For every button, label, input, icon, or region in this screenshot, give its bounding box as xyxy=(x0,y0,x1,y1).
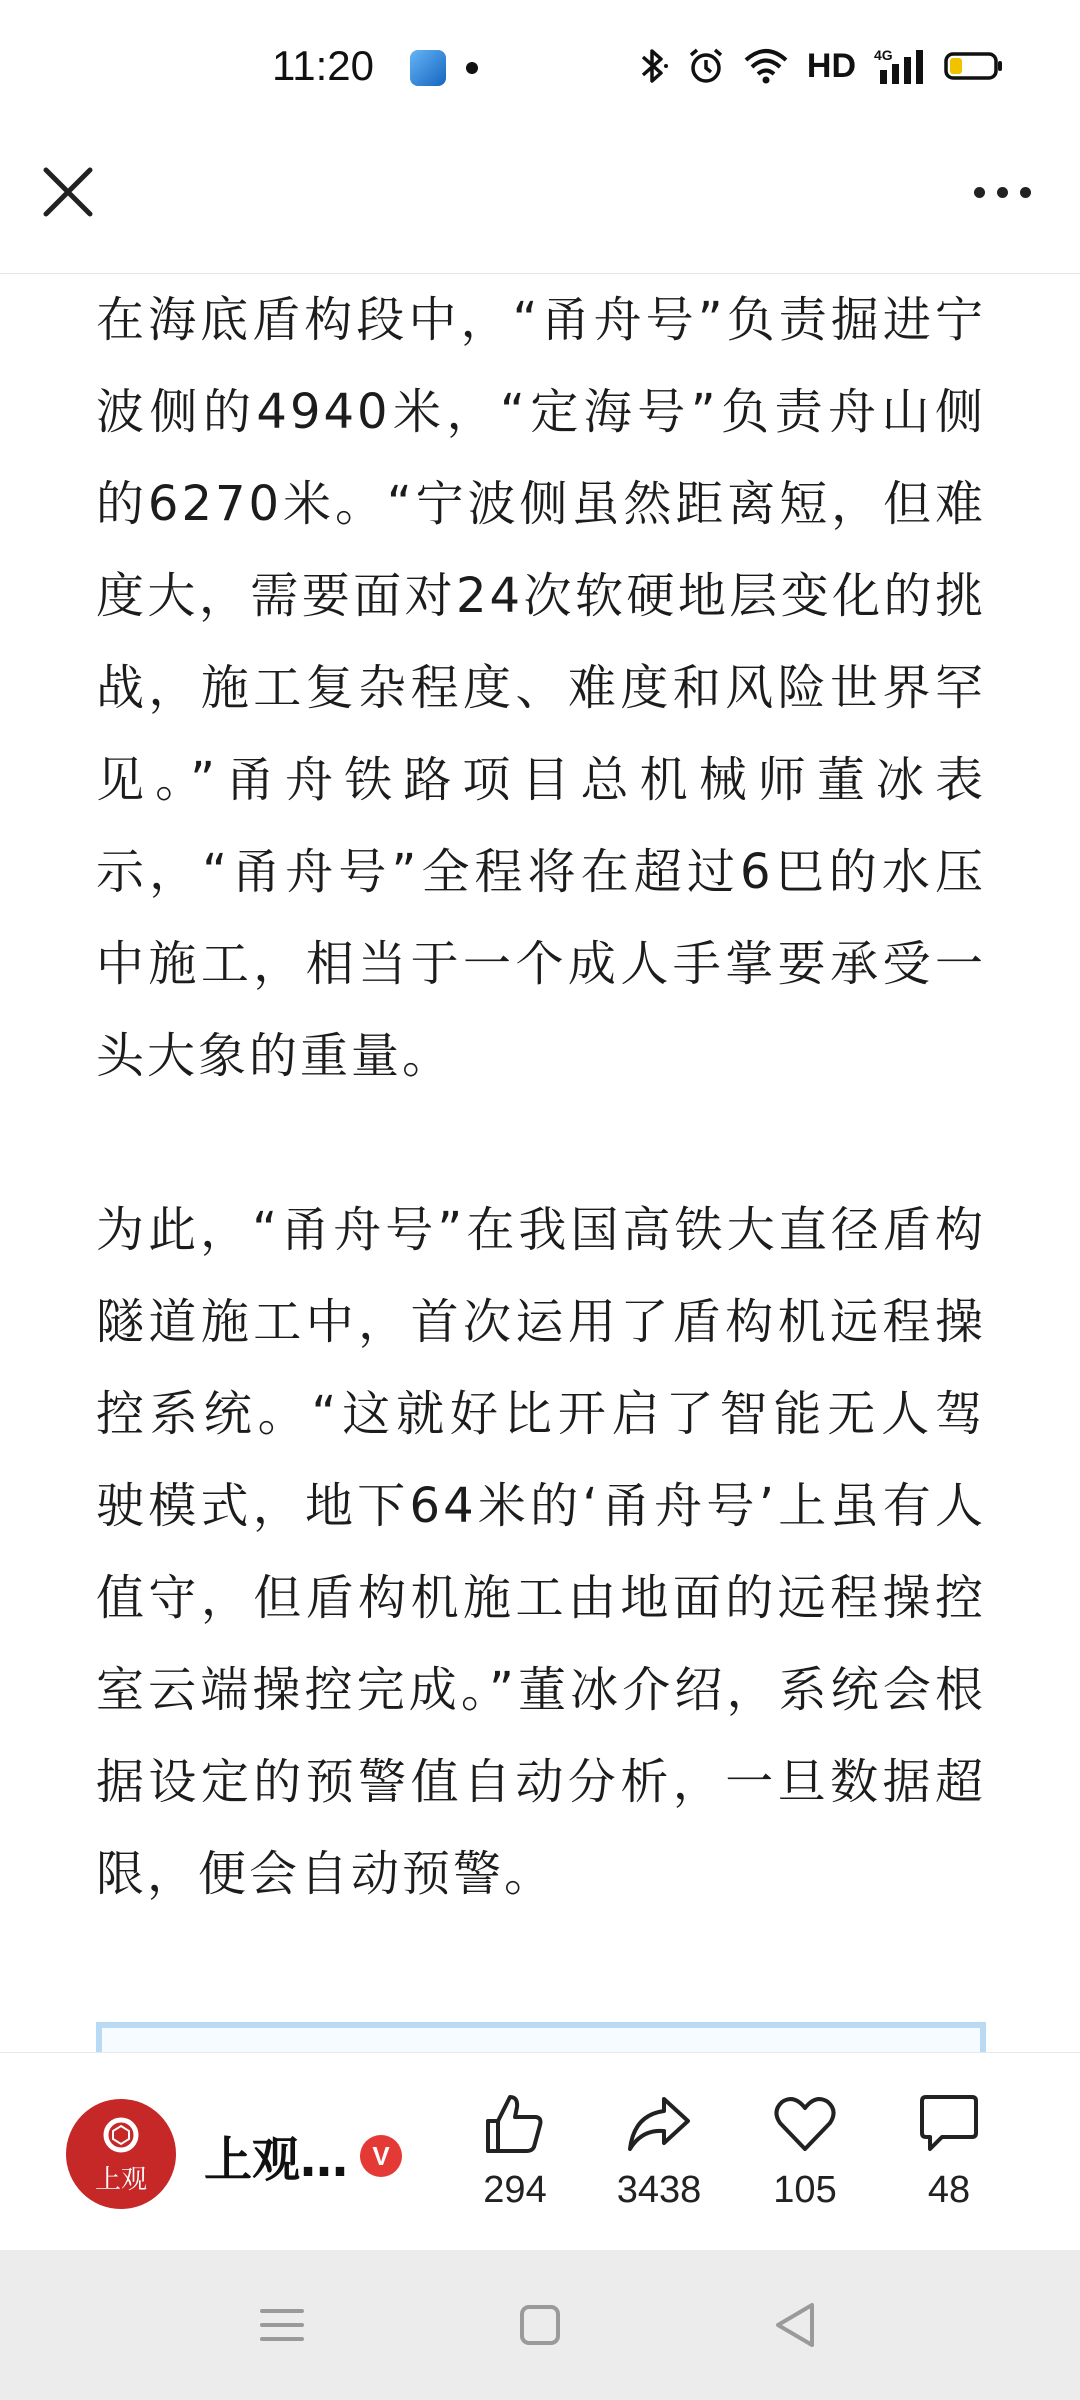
cellular-signal-icon xyxy=(874,46,926,86)
publisher-avatar-text: 上观 xyxy=(94,2165,147,2195)
notification-dot-icon xyxy=(466,62,478,74)
article-paragraph: 在海底盾构段中，“甬舟号”负责掘进宁波侧的4940米，“定海号”负责舟山侧的6270米。“宁波侧虽然距离短，但难度大，需要面对24次软硬地层变化的挑战，施工复杂程度、难度和风险世界罕见。”甬舟铁路项目总机械师董冰表示，“甬舟号”全程将在超过6巴的水压中施工，相当于一个成人手掌要承受一头大象的重量。 xyxy=(96,292,986,1084)
article-body[interactable] xyxy=(0,274,1080,2052)
status-icons xyxy=(639,44,1004,88)
share-icon xyxy=(626,2091,692,2157)
publisher-avatar[interactable] xyxy=(66,2099,176,2209)
system-navigation-bar xyxy=(0,2250,1080,2400)
share-count: 3438 xyxy=(616,2169,702,2211)
favorite-count: 105 xyxy=(773,2169,837,2211)
more-dot xyxy=(997,187,1008,198)
close-button[interactable] xyxy=(36,160,100,224)
notification-app-icon xyxy=(410,50,446,86)
bluetooth-icon xyxy=(639,46,669,86)
comment-count: 48 xyxy=(927,2169,971,2211)
favorite-button[interactable] xyxy=(740,2091,870,2231)
close-icon xyxy=(36,160,100,224)
menu-icon xyxy=(252,2295,312,2355)
heart-icon xyxy=(772,2091,838,2157)
article-paragraph: 为此，“甬舟号”在我国高铁大直径盾构隧道施工中，首次运用了盾构机远程操控系统。“这就好比开启了智能无人驾驶模式，地下64米的‘甬舟号’上虽有人值守，但盾构机施工由地面的远程操控室云端操控完成。”董冰介绍，系统会根据设定的预警值自动分析，一旦数据超限，便会自动预警。 xyxy=(96,1202,986,1902)
top-nav-bar xyxy=(0,132,1080,274)
verified-badge: V xyxy=(360,2135,402,2177)
like-button[interactable] xyxy=(450,2091,580,2231)
home-square-icon xyxy=(510,2295,570,2355)
network-hd-label: HD xyxy=(806,46,856,85)
network-gen-label: 4G xyxy=(874,47,893,63)
more-dot xyxy=(974,187,985,198)
thumbs-up-icon xyxy=(482,2091,548,2157)
publisher-name[interactable]: 上观… xyxy=(204,2132,349,2188)
quote-block xyxy=(96,2022,986,2052)
status-bar xyxy=(0,0,1080,132)
recent-apps-button[interactable] xyxy=(252,2295,312,2355)
alarm-icon xyxy=(687,46,725,86)
more-options-button[interactable] xyxy=(960,160,1044,224)
article-action-bar xyxy=(0,2052,1080,2250)
back-button[interactable] xyxy=(766,2295,826,2355)
status-time: 11:20 xyxy=(272,42,374,89)
more-dot xyxy=(1020,187,1031,198)
comment-button[interactable] xyxy=(884,2091,1014,2231)
wifi-icon xyxy=(743,46,789,86)
comment-icon xyxy=(916,2091,982,2157)
like-count: 294 xyxy=(483,2169,547,2211)
back-triangle-icon xyxy=(766,2295,826,2355)
share-button[interactable] xyxy=(594,2091,724,2231)
home-button[interactable] xyxy=(510,2295,570,2355)
battery-icon xyxy=(944,46,1004,86)
publisher-logo-icon xyxy=(103,2117,139,2153)
